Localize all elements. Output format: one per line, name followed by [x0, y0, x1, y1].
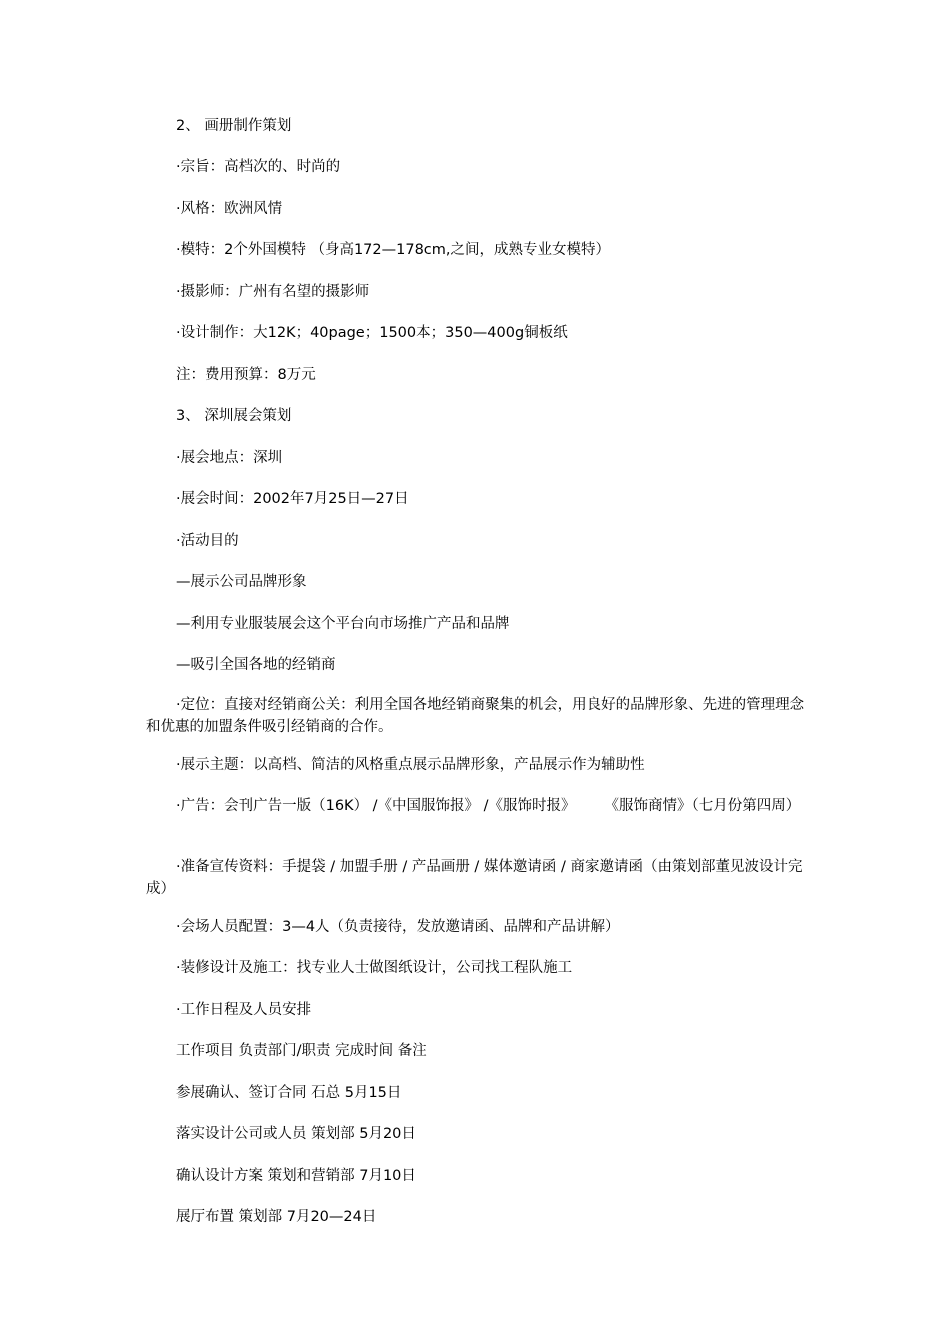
text-line: —展示公司品牌形象 [176, 574, 307, 590]
text-line: —吸引全国各地的经销商 [176, 657, 336, 673]
schedule-row: 落实设计公司或人员 策划部 5月20日 [176, 1126, 416, 1142]
text-line: ·装修设计及施工：找专业人士做图纸设计，公司找工程队施工 [176, 960, 573, 976]
text-line: ·展会时间：2002年7月25日—27日 [176, 491, 409, 507]
text-line: ·风格：欧洲风情 [176, 201, 283, 217]
schedule-header-row: 工作项目 负责部门/职责 完成时间 备注 [176, 1043, 427, 1059]
schedule-row: 参展确认、签订合同 石总 5月15日 [176, 1085, 402, 1101]
text-line: ·工作日程及人员安排 [176, 1002, 312, 1018]
section-heading-exhibition: 3、 深圳展会策划 [176, 408, 292, 424]
text-line: ·展示主题：以高档、简洁的风格重点展示品牌形象，产品展示作为辅助性 [176, 757, 645, 773]
text-line: ·宗旨：高档次的、时尚的 [176, 159, 341, 175]
text-paragraph: ·定位：直接对经销商公关：利用全国各地经销商聚集的机会，用良好的品牌形象、先进的管理理念和优惠的加盟条件吸引经销商的合作。 [146, 697, 805, 735]
text-line: ·会场人员配置：3—4人（负责接待，发放邀请函、品牌和产品讲解） [176, 919, 620, 935]
text-line: ·活动目的 [176, 533, 239, 549]
text-paragraph: ·准备宣传资料：手提袋 / 加盟手册 / 产品画册 / 媒体邀请函 / 商家邀请函（由策划部董见波设计完成） [146, 859, 803, 897]
section-heading-brochure: 2、 画册制作策划 [176, 118, 292, 134]
text-line: ·展会地点：深圳 [176, 450, 283, 466]
text-line: ·摄影师：广州有名望的摄影师 [176, 284, 370, 300]
schedule-row: 确认设计方案 策划和营销部 7月10日 [176, 1168, 416, 1184]
text-line: ·设计制作：大12K；40page；1500本；350—400g铜板纸 [176, 325, 568, 341]
schedule-row: 展厅布置 策划部 7月20—24日 [176, 1209, 377, 1225]
text-line: 注：费用预算：8万元 [176, 367, 316, 383]
text-paragraph: ·广告：会刊广告一版（16K） /《中国服饰报》 /《服饰时报》 《服饰商情》（七月份第四周） [176, 798, 801, 814]
text-line: ·模特：2个外国模特 （身高172—178cm,之间，成熟专业女模特） [176, 242, 610, 258]
text-line: —利用专业服装展会这个平台向市场推广产品和品牌 [176, 616, 510, 632]
